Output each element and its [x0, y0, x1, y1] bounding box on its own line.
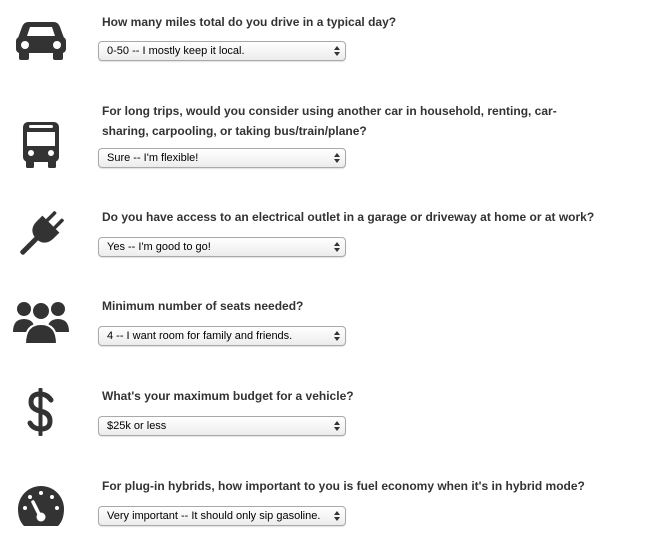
gauge-icon [12, 484, 70, 528]
seats-select[interactable] [98, 326, 346, 346]
plug-icon [12, 210, 70, 258]
long-trips-select[interactable] [98, 148, 346, 168]
question-text: What's your maximum budget for a vehicle? [102, 389, 354, 403]
selected-value: 4 -- I want room for family and friends. [107, 330, 293, 342]
question-text: Do you have access to an electrical outlet in a garage or driveway at home or at work? [102, 210, 595, 224]
select-arrows-icon [333, 151, 340, 165]
dollar-icon [12, 388, 70, 436]
fuel-economy-select[interactable] [98, 506, 346, 526]
people-icon [12, 298, 70, 344]
selected-value: Very important -- It should only sip gasoline. [107, 510, 321, 522]
select-arrows-icon [333, 329, 340, 343]
selected-value: $25k or less [107, 420, 167, 432]
selected-value: Yes -- I'm good to go! [107, 241, 211, 253]
selected-value: 0-50 -- I mostly keep it local. [107, 45, 245, 57]
question-text: For plug-in hybrids, how important to you is fuel economy when it's in hybrid mode? [102, 479, 585, 493]
selected-value: Sure -- I'm flexible! [107, 152, 199, 164]
daily-miles-select[interactable] [98, 41, 346, 61]
car-icon [12, 18, 70, 62]
select-arrows-icon [333, 240, 340, 254]
electrical-outlet-select[interactable] [98, 237, 346, 257]
select-arrows-icon [333, 509, 340, 523]
question-text: Minimum number of seats needed? [102, 299, 304, 313]
question-text: How many miles total do you drive in a typical day? [102, 15, 397, 29]
select-arrows-icon [333, 44, 340, 58]
question-text: For long trips, would you consider using another car in household, renting, car-sharing, carpooling, or taking bus/train/plane? [102, 104, 557, 138]
bus-icon [12, 122, 70, 168]
budget-select[interactable] [98, 416, 346, 436]
select-arrows-icon [333, 419, 340, 433]
